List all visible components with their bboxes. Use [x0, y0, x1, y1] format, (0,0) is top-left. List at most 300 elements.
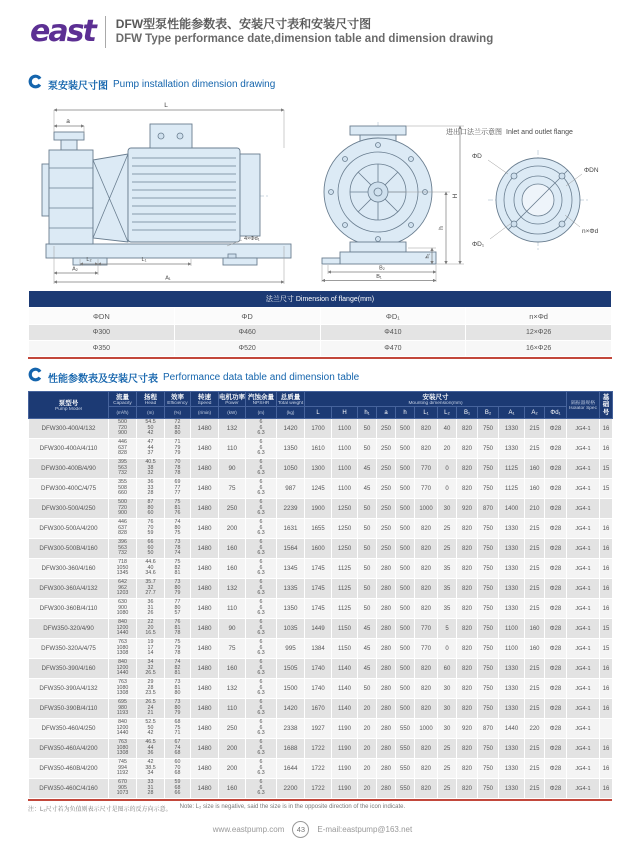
mounting-dimension-cell: 280 [377, 559, 396, 579]
mounting-dimension-cell: 20 [358, 779, 377, 799]
footnote [28, 804, 625, 813]
capacity-cell: 642 962 1203 [109, 579, 137, 599]
dim-label-L1: L₁ [141, 257, 147, 263]
mounting-dimension-cell: 750 [478, 459, 499, 479]
isolator-cell: JG4-1 [567, 439, 600, 459]
section-table-title-en: Performance data table and dimension table [163, 371, 360, 383]
mounting-dimension-cell: 1100 [499, 639, 525, 659]
mounting-dimension-cell: 1300 [305, 459, 332, 479]
mounting-dimension-cell: 280 [377, 759, 396, 779]
head-cell: 36 31 26 [137, 599, 165, 619]
mounting-dimension-cell: 820 [457, 699, 478, 719]
efficiency-cell: 60 70 68 [165, 759, 191, 779]
power-cell: 160 [219, 539, 246, 559]
mounting-dimension-cell: 50 [358, 539, 377, 559]
mounting-dimension-cell: 1330 [499, 679, 525, 699]
head-cell: 42 38.5 34 [137, 759, 165, 779]
flange-cell: Φ350 [29, 341, 175, 357]
capacity-cell: 695 980 1193 [109, 699, 137, 719]
pump-model-cell: DFW350-320/4/90 [29, 619, 109, 639]
flange-dimension-table [28, 290, 612, 357]
mounting-dimension-cell: 250 [377, 499, 396, 519]
efficiency-cell: 73 80 79 [165, 699, 191, 719]
mounting-dimension-cell: Φ28 [545, 419, 567, 439]
flange-cell: Φ300 [29, 325, 175, 341]
mounting-dimension-cell: 1330 [499, 699, 525, 719]
page-header [0, 0, 625, 48]
dim-label-L: L [164, 102, 168, 109]
power-cell: 200 [219, 759, 246, 779]
east-logo: east [30, 14, 95, 49]
mounting-dimension-cell: Φ28 [545, 619, 567, 639]
mounting-dimension-cell: 1330 [499, 419, 525, 439]
mounting-dimension-cell: 1927 [305, 719, 332, 739]
head-cell: 26.5 24 21 [137, 699, 165, 719]
mounting-dimension-cell: 820 [457, 599, 478, 619]
mounting-dimension-cell: 550 [396, 759, 415, 779]
npshr-cell: 6 6 6.3 [246, 559, 277, 579]
unit-header: (%) [165, 407, 191, 419]
mounting-dimension-cell: Φ28 [545, 659, 567, 679]
mounting-dimension-cell: 280 [377, 639, 396, 659]
pump-model-cell: DFW350-390A/4/132 [29, 679, 109, 699]
mounting-dimension-cell: Φ28 [545, 719, 567, 739]
mounting-dimension-cell: 1000 [415, 499, 438, 519]
npshr-cell: 6 6 6.3 [246, 419, 277, 439]
power-cell: 132 [219, 679, 246, 699]
mounting-dimension-cell: 750 [478, 519, 499, 539]
mounting-dimension-cell: 20 [358, 719, 377, 739]
mounting-dimension-cell: 1330 [499, 759, 525, 779]
npshr-cell: 6 6 6.3 [246, 539, 277, 559]
mounting-dimension-cell: 250 [377, 459, 396, 479]
mounting-dimension-cell: 1125 [332, 559, 358, 579]
unit-header: (m) [137, 407, 165, 419]
mounting-dimension-cell: 750 [478, 679, 499, 699]
mounting-group-header: 安装尺寸 Mounting dimension(mm) [305, 392, 567, 407]
mounting-dimension-cell: 1745 [305, 559, 332, 579]
mounting-dimension-cell: Φ28 [545, 699, 567, 719]
mounting-dimension-cell: 160 [525, 479, 545, 499]
mounting-dimension-cell: 25 [438, 759, 457, 779]
weight-cell: 1350 [277, 439, 305, 459]
efficiency-cell: 70 78 78 [165, 459, 191, 479]
mounting-dimension-cell: 20 [358, 739, 377, 759]
mounting-dimension-cell: 820 [457, 479, 478, 499]
mounting-dimension-cell: 1610 [305, 439, 332, 459]
mounting-dimension-cell: 500 [396, 559, 415, 579]
dim-label-a: a [66, 118, 70, 125]
power-cell: 200 [219, 519, 246, 539]
table-row [29, 479, 613, 499]
head-cell: 35.7 32 27.7 [137, 579, 165, 599]
efficiency-cell: 75 79 78 [165, 639, 191, 659]
mounting-dimension-cell: 1140 [332, 679, 358, 699]
installation-drawing [28, 96, 612, 286]
npshr-cell: 6 6 6.3 [246, 719, 277, 739]
table-row [29, 779, 613, 799]
mounting-dimension-cell: 45 [358, 659, 377, 679]
flange-label-nd: n×Φd [582, 228, 599, 235]
weight-cell: 1335 [277, 579, 305, 599]
power-cell: 160 [219, 779, 246, 799]
npshr-cell: 6 6 6.3 [246, 699, 277, 719]
mounting-dimension-cell: 220 [525, 719, 545, 739]
mounting-dimension-cell: 750 [478, 439, 499, 459]
head-cell: 19 17 14 [137, 639, 165, 659]
performance-table [0, 391, 625, 799]
isolator-cell: JG4-1 [567, 619, 600, 639]
mounting-dimension-cell: 215 [525, 779, 545, 799]
mounting-dimension-cell: 250 [377, 439, 396, 459]
speed-cell: 1480 [191, 559, 219, 579]
speed-cell: 1480 [191, 659, 219, 679]
page-title-en: DFW Type performance date,dimension table and dimension drawing [115, 33, 494, 46]
weight-cell: 2338 [277, 719, 305, 739]
flange-column-header: ΦD [174, 308, 320, 325]
model-column-header: 泵型号 Pump Model [29, 392, 109, 419]
speed-cell: 1480 [191, 599, 219, 619]
isolator-cell: JG4-1 [567, 459, 600, 479]
table-row [29, 439, 613, 459]
mounting-dimension-cell: 500 [396, 499, 415, 519]
mounting-dimension-cell: Φ28 [545, 459, 567, 479]
pump-model-cell: DFW300-400A/4/110 [29, 439, 109, 459]
dimension-sub-header: B₁ [457, 407, 478, 419]
pump-model-cell: DFW350-390B/4/110 [29, 699, 109, 719]
mounting-dimension-cell: 25 [438, 539, 457, 559]
power-cell: 200 [219, 739, 246, 759]
mounting-dimension-cell: 870 [478, 499, 499, 519]
mounting-dimension-cell: 1330 [499, 659, 525, 679]
head-cell: 44.6 40 34.6 [137, 559, 165, 579]
npshr-cell: 6 6 6.3 [246, 679, 277, 699]
mounting-dimension-cell: 210 [525, 499, 545, 519]
foundation-cell: 16 [600, 779, 613, 799]
mounting-dimension-cell: 550 [396, 739, 415, 759]
efficiency-cell: 74 82 81 [165, 659, 191, 679]
mounting-dimension-cell: Φ28 [545, 519, 567, 539]
mounting-dimension-cell: 30 [438, 719, 457, 739]
power-cell: 75 [219, 479, 246, 499]
mounting-dimension-cell: 820 [415, 419, 438, 439]
efficiency-cell: 68 75 71 [165, 719, 191, 739]
mounting-dimension-cell: 750 [478, 619, 499, 639]
mounting-dimension-cell: 500 [396, 679, 415, 699]
mounting-dimension-cell: 1722 [305, 739, 332, 759]
mounting-dimension-cell: 750 [478, 739, 499, 759]
mounting-dimension-cell: 500 [396, 639, 415, 659]
mounting-dimension-cell: 20 [358, 699, 377, 719]
footnote-cn: 注：L₂尺寸若为负值则表示尺寸是图示的反方向示意。 [28, 807, 172, 813]
mounting-dimension-cell: 500 [396, 579, 415, 599]
pump-model-cell: DFW300-500B/4/160 [29, 539, 109, 559]
mounting-dimension-cell: 215 [525, 679, 545, 699]
mounting-dimension-cell: 820 [457, 519, 478, 539]
efficiency-cell: 72 82 80 [165, 419, 191, 439]
mounting-dimension-cell: 500 [396, 479, 415, 499]
head-cell: 22 20 16.5 [137, 619, 165, 639]
flange-caption-en: Inlet and outlet flange [506, 129, 573, 136]
mounting-dimension-cell: 45 [358, 639, 377, 659]
mounting-dimension-cell: 550 [396, 719, 415, 739]
header-divider [105, 16, 106, 48]
table-row [29, 679, 613, 699]
pump-model-cell: DFW300-360A/4/132 [29, 579, 109, 599]
mounting-dimension-cell: 280 [377, 659, 396, 679]
mounting-dimension-cell: 1330 [499, 539, 525, 559]
dim-label-bolts: 4×Φd₁ [244, 236, 260, 242]
mounting-dimension-cell: 820 [457, 779, 478, 799]
mounting-dimension-cell: 50 [358, 579, 377, 599]
dimension-sub-header: a [377, 407, 396, 419]
mounting-dimension-cell: 750 [478, 599, 499, 619]
mounting-dimension-cell: Φ28 [545, 679, 567, 699]
mounting-dimension-cell: 1140 [332, 659, 358, 679]
mounting-dimension-cell: 500 [396, 699, 415, 719]
isolator-cell: JG4-1 [567, 579, 600, 599]
isolator-cell: JG4-1 [567, 559, 600, 579]
speed-cell: 1480 [191, 639, 219, 659]
npshr-cell: 6 6 6.3 [246, 599, 277, 619]
mounting-dimension-cell: 215 [525, 439, 545, 459]
mounting-dimension-cell: 820 [415, 439, 438, 459]
weight-cell: 987 [277, 479, 305, 499]
mounting-dimension-cell: 770 [415, 619, 438, 639]
mounting-dimension-cell: 280 [377, 699, 396, 719]
table-row [29, 699, 613, 719]
mounting-dimension-cell: 160 [525, 619, 545, 639]
head-cell: 46.5 44 36 [137, 739, 165, 759]
flange-cell: Φ460 [174, 325, 320, 341]
mounting-dimension-cell: 1330 [499, 599, 525, 619]
mounting-dimension-cell: 820 [457, 759, 478, 779]
mounting-dimension-cell: 820 [415, 579, 438, 599]
mounting-dimension-cell: 160 [525, 639, 545, 659]
isolator-column-header: 隔振器规格 Isolator Spec [567, 392, 600, 419]
dimension-sub-header: L₁ [415, 407, 438, 419]
flange-table-underline [28, 357, 612, 359]
dim-label-h1: h₁ [425, 253, 431, 259]
head-cell: 40.5 38 32 [137, 459, 165, 479]
mounting-dimension-cell: 820 [457, 459, 478, 479]
speed-cell: 1480 [191, 579, 219, 599]
capacity-cell: 745 994 1192 [109, 759, 137, 779]
pump-model-cell: DFW300-360B/4/110 [29, 599, 109, 619]
capacity-cell: 395 563 732 [109, 459, 137, 479]
foundation-cell: 15 [600, 619, 613, 639]
flange-caption-cn: 进出口法兰示意图 [446, 129, 502, 136]
isolator-cell: JG4-1 [567, 539, 600, 559]
power-cell: 132 [219, 579, 246, 599]
flange-label-D: ΦD [472, 153, 482, 160]
mounting-dimension-cell: 820 [415, 559, 438, 579]
mounting-dimension-cell: 250 [377, 539, 396, 559]
mounting-dimension-cell: 750 [478, 639, 499, 659]
mounting-dimension-cell: 870 [478, 719, 499, 739]
mounting-dimension-cell: 920 [457, 499, 478, 519]
weight-cell: 995 [277, 639, 305, 659]
pump-model-cell: DFW350-460B/4/200 [29, 759, 109, 779]
head-cell: 33 31 28 [137, 779, 165, 799]
mounting-dimension-cell: 750 [478, 699, 499, 719]
section-drawing-title [28, 74, 625, 94]
mounting-dimension-cell: 1100 [332, 439, 358, 459]
foundation-cell: 15 [600, 479, 613, 499]
capacity-cell: 500 720 900 [109, 499, 137, 519]
mounting-dimension-cell: Φ28 [545, 539, 567, 559]
npshr-cell: 6 6 6.3 [246, 479, 277, 499]
flange-cell: Φ520 [174, 341, 320, 357]
mounting-dimension-cell: Φ28 [545, 559, 567, 579]
weight-cell: 1505 [277, 659, 305, 679]
weight-cell: 1420 [277, 419, 305, 439]
npshr-cell: 6 6 6.3 [246, 499, 277, 519]
page-number-badge: 43 [292, 821, 309, 838]
npshr-cell: 6 6 6.3 [246, 519, 277, 539]
mounting-dimension-cell: 215 [525, 419, 545, 439]
head-cell: 66 60 50 [137, 539, 165, 559]
mounting-dimension-cell: 1190 [332, 739, 358, 759]
mounting-dimension-cell: 35 [438, 559, 457, 579]
mounting-dimension-cell: 1150 [332, 619, 358, 639]
mounting-dimension-cell: 215 [525, 559, 545, 579]
capacity-cell: 840 1200 1440 [109, 619, 137, 639]
foundation-cell: 15 [600, 459, 613, 479]
mounting-dimension-cell: 500 [396, 459, 415, 479]
mounting-dimension-cell: 50 [358, 679, 377, 699]
foundation-cell: 16 [600, 539, 613, 559]
pump-drawing-svg [28, 96, 612, 286]
mounting-dimension-cell: 1125 [332, 599, 358, 619]
mounting-dimension-cell: 1100 [332, 419, 358, 439]
weight-cell: 1631 [277, 519, 305, 539]
mounting-dimension-cell: 50 [358, 439, 377, 459]
capacity-cell: 446 637 828 [109, 519, 137, 539]
flange-column-header: n×Φd [466, 308, 612, 325]
flange-table [0, 290, 625, 357]
mounting-dimension-cell: 45 [358, 619, 377, 639]
table-header-row [29, 392, 613, 407]
power-cell: 75 [219, 639, 246, 659]
speed-cell: 1480 [191, 719, 219, 739]
mounting-dimension-cell: 160 [525, 459, 545, 479]
efficiency-cell: 59 68 66 [165, 779, 191, 799]
mounting-dimension-cell: 500 [396, 519, 415, 539]
mounting-dimension-cell: 1740 [305, 679, 332, 699]
table-row [29, 639, 613, 659]
dimension-sub-header: L [305, 407, 332, 419]
table-row [29, 559, 613, 579]
head-cell: 54.5 50 42 [137, 419, 165, 439]
mounting-dimension-cell: 1100 [332, 459, 358, 479]
mounting-dimension-cell: 820 [457, 739, 478, 759]
perf-column-header: 总质量 Total weight [277, 392, 305, 407]
mounting-dimension-cell: 820 [457, 579, 478, 599]
mounting-dimension-cell: 750 [478, 659, 499, 679]
mounting-dimension-cell: 30 [438, 679, 457, 699]
mounting-dimension-cell: 820 [415, 659, 438, 679]
isolator-cell: JG4-1 [567, 659, 600, 679]
performance-data-table [28, 391, 613, 799]
pump-front-view [322, 122, 464, 282]
mounting-dimension-cell: 1670 [305, 699, 332, 719]
mounting-dimension-cell: 215 [525, 539, 545, 559]
foundation-cell: 16 [600, 519, 613, 539]
power-cell: 110 [219, 699, 246, 719]
mounting-dimension-cell: 820 [415, 539, 438, 559]
flange-table-row [29, 341, 612, 357]
speed-cell: 1480 [191, 619, 219, 639]
unit-header: (kW) [219, 407, 246, 419]
mounting-dimension-cell: 820 [415, 779, 438, 799]
foundation-cell: 15 [600, 639, 613, 659]
efficiency-cell: 76 81 78 [165, 619, 191, 639]
mounting-dimension-cell: 1250 [332, 539, 358, 559]
pump-model-cell: DFW350-390/4/160 [29, 659, 109, 679]
weight-cell: 1050 [277, 459, 305, 479]
foundation-cell [600, 499, 613, 519]
table-row [29, 459, 613, 479]
speed-cell: 1480 [191, 479, 219, 499]
mounting-dimension-cell: 50 [358, 559, 377, 579]
efficiency-cell: 75 82 81 [165, 559, 191, 579]
capacity-cell: 763 1080 1308 [109, 679, 137, 699]
mounting-dimension-cell: 1140 [332, 699, 358, 719]
npshr-cell: 6 6 6.3 [246, 639, 277, 659]
weight-cell: 1644 [277, 759, 305, 779]
mounting-dimension-cell: 1150 [332, 639, 358, 659]
mounting-dimension-cell: 215 [525, 659, 545, 679]
flange-column-header: ΦD₁ [320, 308, 466, 325]
mounting-dimension-cell: 1745 [305, 579, 332, 599]
npshr-cell: 6 6 6.3 [246, 779, 277, 799]
mounting-dimension-cell: 20 [358, 759, 377, 779]
mounting-dimension-cell: 250 [377, 419, 396, 439]
pump-model-cell: DFW300-360/4/160 [29, 559, 109, 579]
mounting-dimension-cell: 280 [377, 719, 396, 739]
weight-cell: 1500 [277, 679, 305, 699]
power-cell: 160 [219, 559, 246, 579]
capacity-cell: 500 720 900 [109, 419, 137, 439]
pump-model-cell: DFW300-500A/4/200 [29, 519, 109, 539]
mounting-dimension-cell: 820 [415, 739, 438, 759]
efficiency-cell: 67 74 68 [165, 739, 191, 759]
speed-cell: 1480 [191, 739, 219, 759]
mounting-dimension-cell: 1400 [499, 499, 525, 519]
perf-column-header: 电机功率 Power [219, 392, 246, 407]
pump-model-cell: DFW300-400C/4/75 [29, 479, 109, 499]
mounting-dimension-cell: 280 [377, 779, 396, 799]
table-row [29, 519, 613, 539]
mounting-dimension-cell: 35 [438, 579, 457, 599]
capacity-cell: 446 637 828 [109, 439, 137, 459]
efficiency-cell: 73 81 80 [165, 679, 191, 699]
dim-label-B1: B₁ [376, 274, 382, 280]
flange-table-header-row [29, 308, 612, 325]
capacity-cell: 630 900 1080 [109, 599, 137, 619]
capacity-cell: 396 563 732 [109, 539, 137, 559]
pump-side-view [42, 102, 291, 284]
isolator-cell: JG4-1 [567, 739, 600, 759]
mounting-dimension-cell: 20 [438, 439, 457, 459]
capacity-cell: 670 905 1073 [109, 779, 137, 799]
foundation-cell: 16 [600, 679, 613, 699]
mounting-dimension-cell: 750 [478, 539, 499, 559]
npshr-cell: 6 6 6.3 [246, 659, 277, 679]
section-drawing-title-en: Pump installation dimension drawing [113, 78, 276, 90]
mounting-dimension-cell: 1250 [332, 499, 358, 519]
